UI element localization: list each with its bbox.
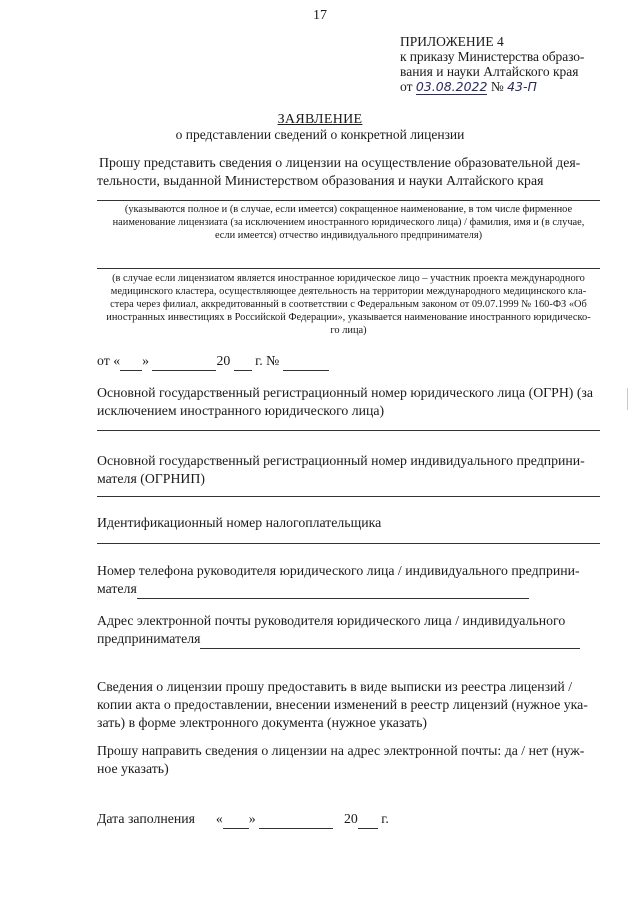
email-line-1: Адрес электронной почты руководителя юридического лица / индивидуального — [97, 613, 566, 628]
fill-date-line — [97, 810, 437, 829]
form-line-1: Сведения о лицензии прошу предоставить в виде выписки из реестра лицензий / — [97, 679, 573, 694]
ogrn-line-1: Основной государственный регистрационный номер юридического лица (ОГРН) (за — [97, 385, 594, 400]
inn-label: Идентификационный номер налогоплательщика — [97, 515, 382, 530]
phone-field[interactable] — [137, 580, 529, 599]
ogrn-label — [97, 384, 600, 420]
fill-year-suffix: г. — [381, 811, 389, 826]
ogrnip-field[interactable] — [97, 496, 600, 497]
inn-field[interactable] — [97, 543, 600, 544]
ogrnip-label — [97, 452, 600, 488]
application-year-field[interactable] — [234, 352, 252, 371]
date-close-quote: » — [142, 353, 149, 368]
scan-edge-mark — [627, 388, 628, 410]
form-paragraph — [97, 678, 600, 732]
licensee-name-line[interactable] — [97, 200, 600, 201]
appendix-line-2: вания и науки Алтайского края — [400, 64, 579, 79]
note1-line-1: (указываются полное и (в случае, если имеется) сокращенное наименование, в том числе фирменное — [124, 204, 573, 215]
note2-line-4: иностранных инвестициях в Российской Федерации», указывается наименование иностранного юридическо- — [106, 312, 591, 323]
send-line-2: ное указать) — [97, 761, 169, 776]
fill-date-close-quote: » — [248, 811, 256, 826]
note2-line-3: стера через филиал, аккредитованный в соответствии с Федеральным законом от 09.07.1999 № 160-ФЗ «Об — [110, 299, 587, 310]
appendix-date-line — [400, 79, 610, 94]
foreign-entity-name-line[interactable] — [97, 268, 600, 269]
fill-date-label: Дата заполнения — [97, 811, 195, 826]
appendix-title: ПРИЛОЖЕНИЕ 4 — [400, 34, 504, 49]
ogrn-line-2: исключением иностранного юридического лица) — [97, 403, 385, 418]
ogrnip-line-1: Основной государственный регистрационный номер индивидуального предприни- — [97, 453, 585, 468]
application-date-line — [97, 352, 397, 371]
note-licensee-name — [97, 203, 600, 242]
ogrnip-line-2: мателя (ОГРНИП) — [97, 471, 205, 486]
email-line-2-row — [97, 630, 600, 649]
phone-label — [97, 562, 600, 599]
form-line-3: зать) в форме электронного документа (нужное указать) — [97, 715, 427, 730]
appendix-line-1: к приказу Министерства образо- — [400, 49, 585, 64]
appendix-number-label: № — [490, 79, 504, 94]
application-number-field[interactable] — [283, 352, 329, 371]
handwritten-date: 03.08.2022 — [415, 79, 488, 94]
date-number-label: г. № — [255, 353, 280, 368]
note1-line-3: если имеется) отчество индивидуального предпринимателя) — [214, 230, 483, 241]
phone-line-2-row — [97, 580, 600, 599]
form-line-2: копии акта о предоставлении, внесении изменений в реестр лицензий (нужное ука- — [97, 697, 588, 712]
phone-line-2: мателя — [97, 581, 137, 596]
page-number: 17 — [313, 8, 327, 23]
fill-date-open-quote: « — [215, 811, 223, 826]
fill-year-field[interactable] — [358, 810, 378, 829]
appendix-from-label: от — [400, 79, 413, 94]
document-title: ЗАЯВЛЕНИЕ — [277, 112, 363, 127]
fill-day-field[interactable] — [223, 810, 249, 829]
application-day-field[interactable] — [120, 352, 142, 371]
date-from-label: от « — [97, 353, 121, 368]
request-line-1: Прошу представить сведения о лицензии на осуществление образовательной дея- — [99, 155, 581, 170]
email-label — [97, 612, 600, 649]
note2-line-1: (в случае если лицензиатом является иностранное юридическое лицо – участник проекта международного — [112, 273, 585, 284]
date-year-prefix: 20 — [216, 353, 231, 368]
fill-year-prefix: 20 — [344, 811, 358, 826]
request-line-2: тельности, выданной Министерством образования и науки Алтайского края — [97, 173, 544, 188]
phone-line-1: Номер телефона руководителя юридического лица / индивидуального предприни- — [97, 563, 580, 578]
appendix-block — [400, 34, 610, 94]
note1-line-2: наименование лицензиата (за исключением иностранного юридического лица) / фамилия, имя и (в случае, — [112, 217, 585, 228]
request-paragraph — [97, 154, 600, 190]
document-subtitle: о представлении сведений о конкретной лицензии — [175, 127, 465, 142]
send-line-1: Прошу направить сведения о лицензии на адрес электронной почты: да / нет (нуж- — [97, 743, 585, 758]
note2-line-2: медицинского кластера, осуществляющее деятельность на территории международного медицинского кла- — [110, 286, 587, 297]
handwritten-number: 43-П — [507, 79, 537, 94]
email-field[interactable] — [200, 630, 580, 649]
application-month-field[interactable] — [152, 352, 216, 371]
ogrn-field[interactable] — [97, 430, 600, 431]
fill-month-field[interactable] — [259, 810, 333, 829]
note-foreign-entity — [97, 272, 600, 337]
send-paragraph — [97, 742, 600, 778]
email-line-2: предпринимателя — [97, 631, 201, 646]
note2-line-5: го лица) — [330, 325, 367, 336]
